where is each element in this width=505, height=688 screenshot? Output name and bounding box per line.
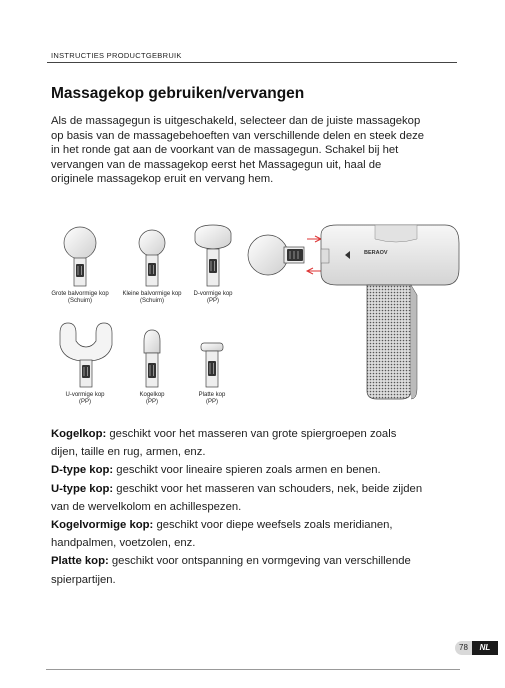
- section-title: Massagekop gebruiken/vervangen: [51, 85, 305, 102]
- intro-paragraph: [51, 114, 461, 187]
- flat-head-icon: [201, 343, 223, 387]
- term-label: Kogelvormige kop:: [51, 519, 154, 532]
- caption-material: (PP): [146, 399, 158, 405]
- caption-material: (PP): [207, 298, 219, 304]
- description-line: [51, 552, 471, 570]
- intro-line: vervangen van de massagekop eerst het Massagegun uit, haal de: [51, 158, 382, 171]
- term-label: Kogelkop:: [51, 428, 107, 440]
- term-text: geschikt voor het masseren van grote spiergroepen zoals: [109, 428, 397, 440]
- caption-material: (Schuim): [67, 298, 92, 304]
- caption-name: Platte kop: [198, 392, 226, 398]
- massage-gun-icon: [248, 225, 459, 399]
- caption-d-head: [185, 291, 241, 305]
- caption-name: Kleine balvormige kop: [122, 291, 182, 297]
- term-text: geschikt voor het masseren van schouders, nek, beide zijden: [116, 482, 423, 495]
- term-text: geschikt voor diepe weefsels zoals meridianen,: [156, 519, 393, 532]
- caption-name: Grote balvormige kop: [51, 291, 109, 297]
- description-line: dijen, taille en rug, armen, enz.: [51, 446, 206, 459]
- small-ball-head-icon: [139, 230, 165, 286]
- description-line: handpalmen, voetzolen, enz.: [51, 537, 196, 550]
- description-line: spierpartijen.: [51, 573, 116, 586]
- caption-material: (PP): [206, 399, 218, 405]
- intro-line: originele massagekop eruit en vervang hem.: [51, 173, 274, 186]
- caption-name: U-vormige kop: [65, 392, 105, 398]
- language-tag: NL: [472, 641, 498, 655]
- term-label: U-type kop:: [51, 482, 114, 495]
- page-number: 78: [455, 641, 472, 655]
- description-line: [51, 516, 471, 534]
- term-label: Platte kop:: [51, 555, 109, 568]
- caption-material: (Schuim): [139, 298, 164, 304]
- footer-divider: [46, 669, 460, 670]
- header-divider: [47, 62, 457, 63]
- intro-line: Als de massagegun is uitgeschakeld, selecteer dan de juiste massagekop: [51, 115, 421, 127]
- caption-flat: [187, 392, 237, 406]
- caption-name: Kogelkop: [139, 392, 165, 398]
- illustration-svg: [45, 213, 465, 413]
- description-line: van de wervelkolom en achillespezen.: [51, 500, 242, 513]
- description-line: [51, 461, 471, 479]
- large-ball-head-icon: [64, 227, 96, 286]
- term-label: D-type kop:: [51, 464, 114, 477]
- caption-bullet: [127, 392, 177, 406]
- caption-name: D-vormige kop: [193, 291, 233, 297]
- intro-line: op basis van de massagebehoeften van verschillende delen en steek deze: [51, 129, 425, 142]
- brand-label: BERAOV: [364, 250, 388, 256]
- massage-heads-figure: [45, 213, 465, 413]
- page-badge: [455, 641, 498, 655]
- head-descriptions: [51, 425, 471, 589]
- running-header: INSTRUCTIES PRODUCTGEBRUIK: [51, 51, 182, 60]
- intro-line: in het ronde gat aan de voorkant van de massagegun. Schakel bij het: [51, 144, 399, 157]
- caption-material: (PP): [79, 399, 91, 405]
- term-text: geschikt voor lineaire spieren zoals armen en benen.: [116, 464, 381, 477]
- term-text: geschikt voor ontspanning en vormgeving van verschillende: [111, 555, 411, 568]
- caption-large-ball: [45, 291, 115, 305]
- caption-u-head: [53, 392, 117, 406]
- description-line: [51, 425, 471, 443]
- description-line: [51, 480, 471, 498]
- caption-small-ball: [115, 291, 189, 305]
- bullet-head-icon: [144, 330, 160, 387]
- d-shaped-head-icon: [195, 225, 231, 286]
- u-shaped-head-icon: [60, 323, 112, 387]
